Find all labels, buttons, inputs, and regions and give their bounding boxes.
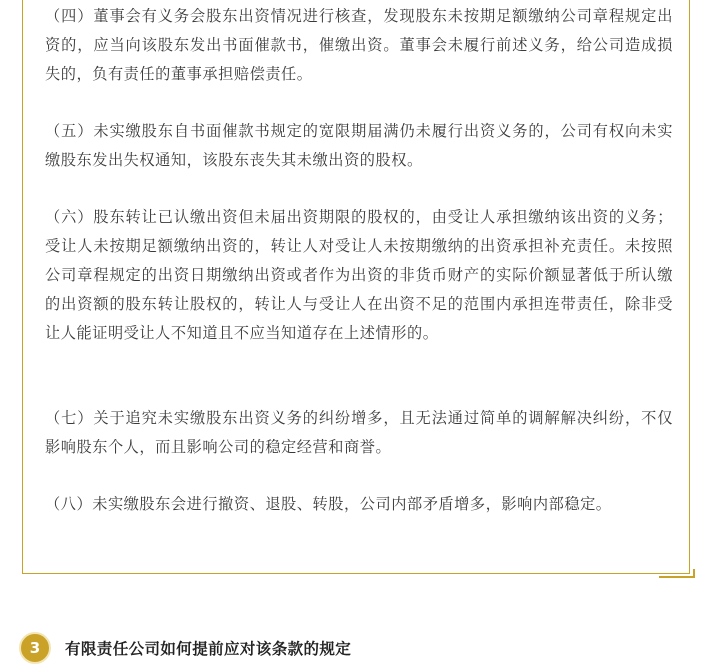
paragraph-7: （七）关于追究未实缴股东出资义务的纠纷增多，且无法通过简单的调解解决纠纷，不仅影响股东个人，而且影响公司的稳定经营和商誉。 <box>45 409 673 456</box>
corner-decoration <box>659 569 695 578</box>
paragraph-6: （六）股东转让已认缴出资但未届出资期限的股权的，由受让人承担缴纳该出资的义务；受让人未按期足额缴纳出资的，转让人对受让人未按期缴纳的出资承担补充责任。未按照公司章程规定的出资日期缴纳出资或者作为出资的非货币财产的实际价额显著低于所认缴的出资额的股东转让股权的，转让人与受让人在出资不足的范围内承担连带责任，除非受让人能证明受让人不知道且不应当知道存在上述情形的。 <box>45 208 673 342</box>
section-number-badge: 3 <box>19 632 51 664</box>
paragraph-5: （五）未实缴股东自书面催款书规定的宽限期届满仍未履行出资义务的，公司有权向未实缴股东发出失权通知，该股东丧失其未缴出资的股权。 <box>45 122 673 169</box>
section-title: 有限责任公司如何提前应对该条款的规定 <box>65 640 352 658</box>
paragraph-8: （八）未实缴股东会进行撤资、退股、转股，公司内部矛盾增多，影响内部稳定。 <box>45 495 612 513</box>
paragraph-4: （四）董事会有义务会股东出资情况进行核查，发现股东未按期足额缴纳公司章程规定出资的，应当向该股东发出书面催款书，催缴出资。董事会未履行前述义务，给公司造成损失的，负有责任的董事承担赔偿责任。 <box>45 7 673 83</box>
section-heading <box>19 630 351 666</box>
